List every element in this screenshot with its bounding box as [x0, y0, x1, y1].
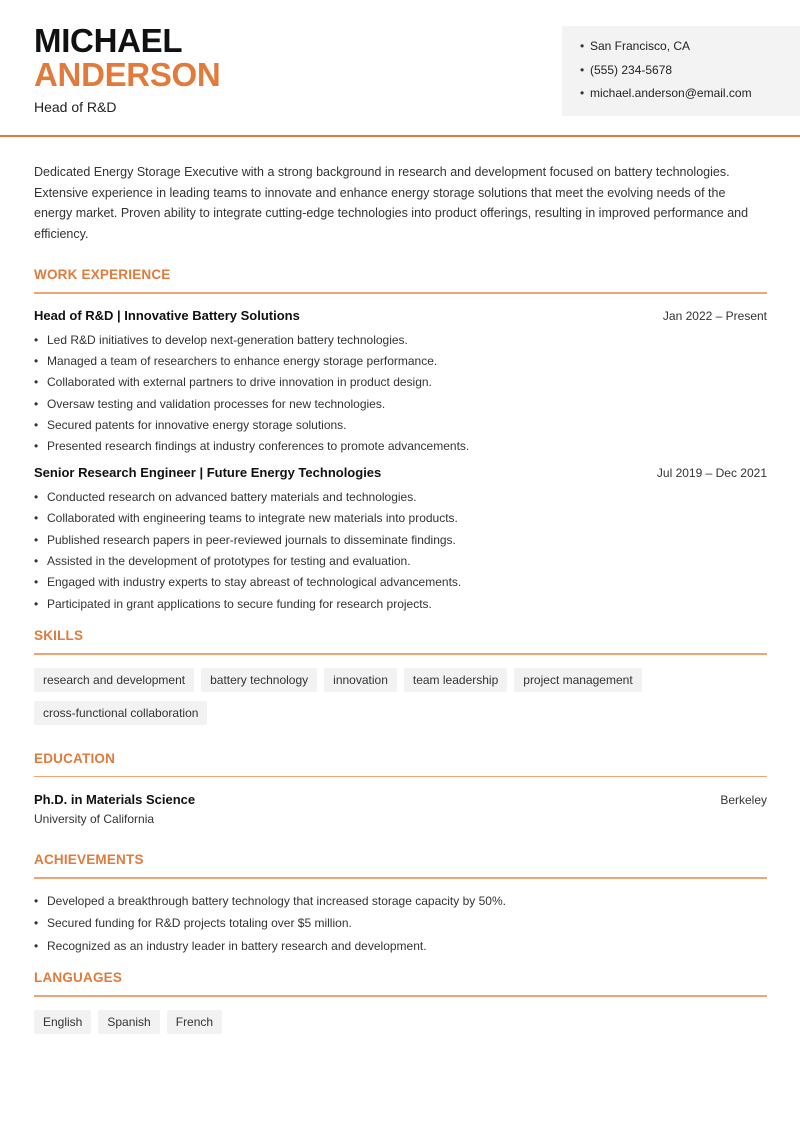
- bullet-icon: •: [34, 489, 39, 504]
- bullet-icon: •: [34, 596, 39, 611]
- section-title-skills: SKILLS: [34, 628, 84, 644]
- summary: Dedicated Energy Storage Executive with a strong background in research and development focused on battery technologies. Extensive experience in leading teams to innovate and enhance energy storage solutions that meet the evolving needs of the energy market. Proven ability to integrate cutting-edge technologies into product offerings, resulting in improved performance and efficiency.: [34, 165, 749, 241]
- education-school: University of California: [34, 812, 155, 827]
- list-item: • Assisted in the development of prototypes for testing and evaluation.: [34, 553, 767, 574]
- job-dates: Jul 2019 – Dec 2021: [656, 465, 767, 480]
- bullet-icon: •: [34, 938, 39, 953]
- bullet-icon: •: [34, 532, 39, 547]
- list-item: • Collaborated with engineering teams to integrate new materials into products.: [34, 510, 767, 531]
- achievements-list: [34, 893, 767, 961]
- bullet-icon: •: [34, 916, 39, 931]
- language-tag: English: [34, 1010, 91, 1034]
- section-title-work: WORK EXPERIENCE: [34, 267, 171, 282]
- bullet-icon: •: [34, 554, 39, 569]
- section-divider: [34, 292, 767, 294]
- bullet-icon: •: [34, 396, 39, 411]
- achievements-section: [34, 852, 767, 960]
- bullet-icon: •: [34, 893, 39, 908]
- bullet-icon: •: [34, 575, 39, 590]
- job-role: Senior Research Engineer | Future Energy Technologies: [34, 464, 382, 480]
- skill-tag: innovation: [324, 668, 397, 692]
- section-divider: [34, 877, 767, 879]
- job-bullets: [34, 332, 767, 460]
- list-item: • Developed a breakthrough battery technology that increased storage capacity by 50%.: [34, 893, 767, 916]
- last-name: ANDERSON: [34, 56, 221, 93]
- list-item: • Engaged with industry experts to stay abreast of technological advancements.: [34, 574, 767, 595]
- contact-list: [580, 38, 800, 109]
- job-title: Head of R&D: [34, 99, 117, 115]
- job-dates: Jan 2022 – Present: [662, 308, 767, 323]
- bullet-icon: •: [34, 375, 39, 390]
- contact-email[interactable]: • michael.anderson@email.com: [580, 86, 752, 100]
- languages-section: [34, 970, 767, 1034]
- bullet-icon: •: [34, 418, 39, 433]
- resume-header: [0, 0, 800, 137]
- language-tag: French: [167, 1010, 222, 1034]
- list-item: • Published research papers in peer-reviewed journals to disseminate findings.: [34, 532, 767, 553]
- first-name: MICHAEL: [34, 22, 183, 59]
- list-item: • Secured patents for innovative energy storage solutions.: [34, 417, 767, 438]
- list-item: • Recognized as an industry leader in battery research and development.: [34, 938, 767, 961]
- skill-tag: project management: [514, 668, 641, 692]
- list-item: • Secured funding for R&D projects totaling over $5 million.: [34, 915, 767, 938]
- contact-box: [562, 26, 800, 116]
- list-item: • Oversaw testing and validation processes for new technologies.: [34, 396, 767, 417]
- languages-list: [34, 1010, 767, 1034]
- section-title-education: EDUCATION: [34, 750, 116, 766]
- education-degree: Ph.D. in Materials Science: [34, 792, 196, 808]
- skill-tag: cross-functional collaboration: [34, 701, 207, 725]
- list-item: • Collaborated with external partners to drive innovation in product design.: [34, 374, 767, 395]
- bullet-icon: •: [34, 511, 39, 526]
- bullet-icon: •: [34, 439, 39, 454]
- list-item: • Presented research findings at industry conferences to promote advancements.: [34, 438, 767, 459]
- contact-location: • San Francisco, CA: [580, 39, 691, 53]
- skills-section: [34, 628, 767, 725]
- job-role: Head of R&D | Innovative Battery Solutions: [34, 307, 300, 323]
- job-entry: [34, 465, 767, 617]
- section-divider: [34, 653, 767, 655]
- job-bullets: [34, 489, 767, 617]
- bullet-icon: •: [580, 62, 585, 77]
- section-divider: [34, 776, 767, 778]
- section-title-achievements: ACHIEVEMENTS: [34, 852, 144, 868]
- skill-tag: team leadership: [404, 668, 507, 692]
- skills-list: [34, 668, 767, 725]
- education-location: Berkeley: [720, 793, 767, 808]
- bullet-icon: •: [34, 353, 39, 368]
- skill-tag: research and development: [34, 668, 194, 692]
- language-tag: Spanish: [98, 1010, 159, 1034]
- bullet-icon: •: [580, 39, 585, 53]
- work-section: [34, 267, 767, 617]
- list-item: • Led R&D initiatives to develop next-generation battery technologies.: [34, 332, 767, 353]
- contact-phone: • (555) 234-5678: [580, 62, 673, 77]
- bullet-icon: •: [34, 332, 39, 347]
- bullet-icon: •: [580, 86, 585, 100]
- job-entry: [34, 308, 767, 460]
- resume-body: [34, 162, 767, 1034]
- section-divider: [34, 995, 767, 997]
- skill-tag: battery technology: [201, 668, 317, 692]
- list-item: • Conducted research on advanced battery materials and technologies.: [34, 489, 767, 510]
- section-title-languages: LANGUAGES: [34, 970, 123, 986]
- education-section: [34, 751, 767, 827]
- list-item: • Participated in grant applications to secure funding for research projects.: [34, 596, 767, 617]
- list-item: • Managed a team of researchers to enhance energy storage performance.: [34, 353, 767, 374]
